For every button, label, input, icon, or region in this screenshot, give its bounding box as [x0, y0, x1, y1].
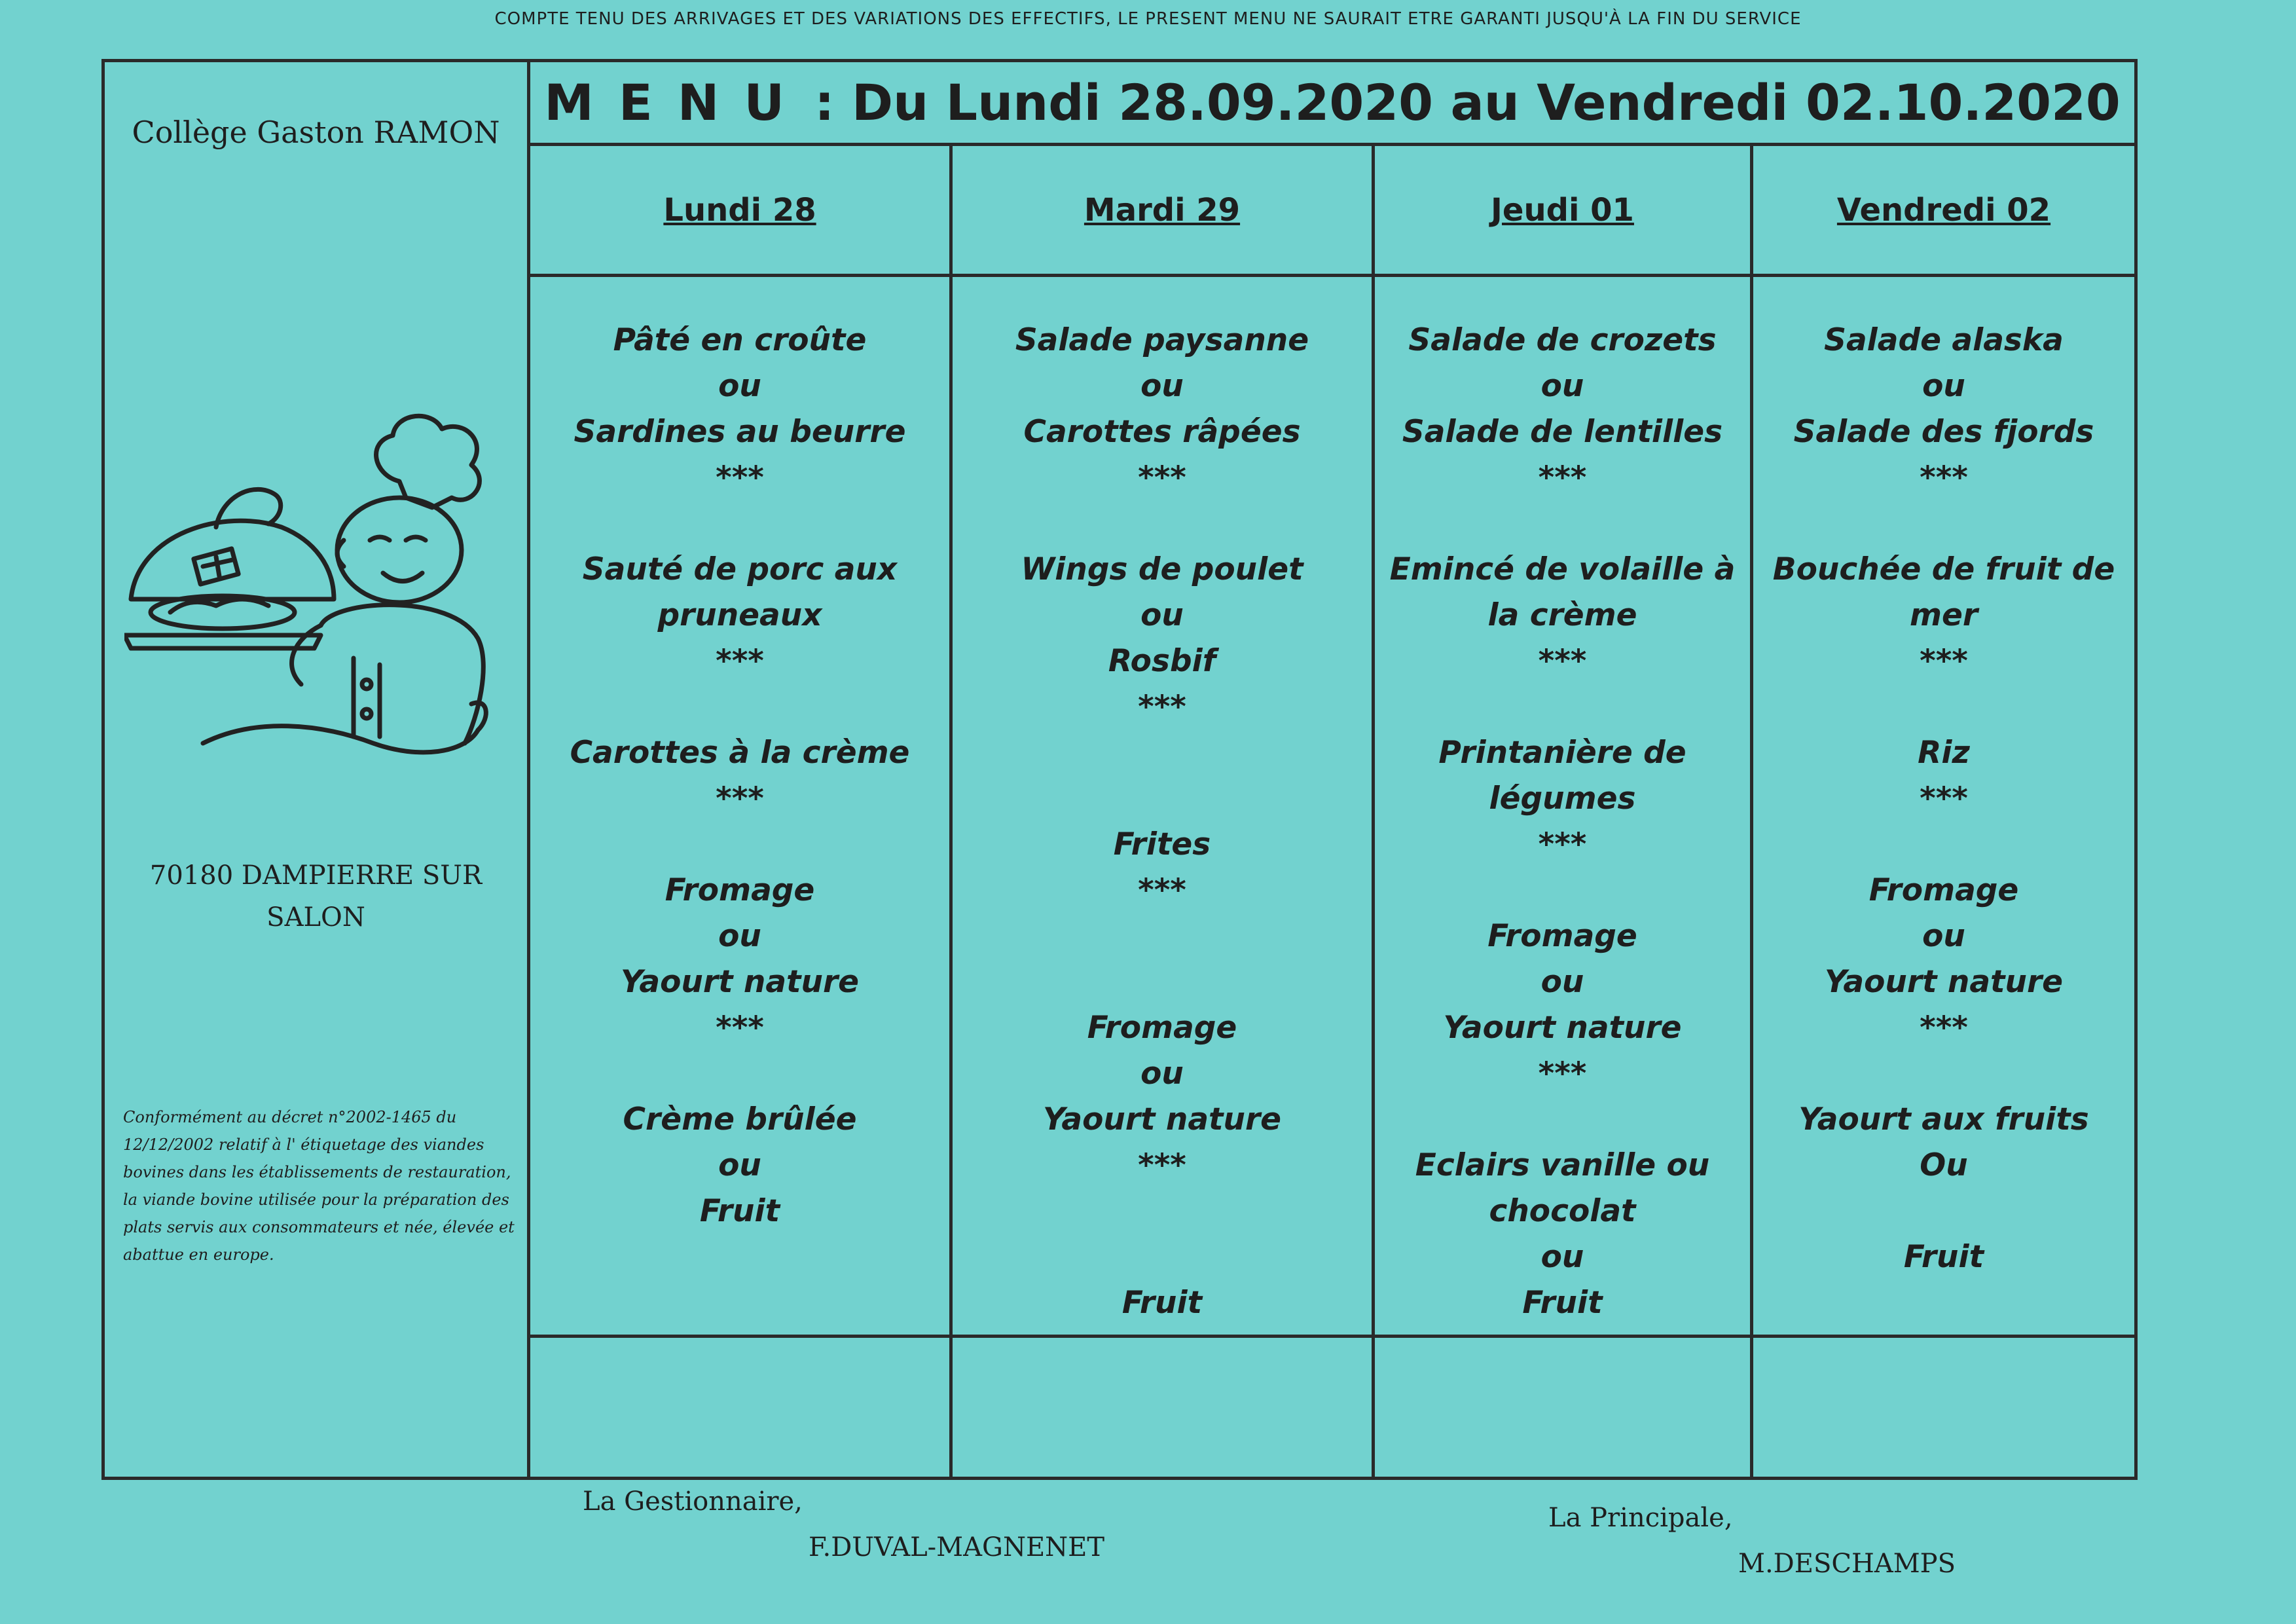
- dish-spacer: [953, 776, 1372, 822]
- footer-cell-1: [953, 1338, 1375, 1477]
- dish-separator: ***: [1538, 826, 1587, 862]
- dish-item: Riz: [1918, 735, 1970, 771]
- dish-separator: ***: [1138, 689, 1186, 725]
- dish-spacer: [953, 730, 1372, 776]
- dish-or: ou: [718, 368, 761, 404]
- dish-spacer: [1753, 684, 2134, 730]
- dish-item: Salade paysanne: [1015, 322, 1309, 358]
- dish-separator: ***: [1138, 872, 1186, 908]
- day-label: Lundi 28: [663, 192, 816, 229]
- dish-spacer: [1375, 1097, 1750, 1143]
- dish-item: Fromage: [1487, 918, 1637, 954]
- dish-separator: ***: [1920, 460, 1968, 496]
- dish-separator: ***: [1920, 1010, 1968, 1046]
- dish-item: Sauté de porc aux pruneaux: [582, 551, 898, 633]
- dish-item: Fromage: [1087, 1010, 1237, 1046]
- day-dishes-0: [530, 277, 953, 1338]
- dish-or: ou: [1140, 1056, 1184, 1092]
- dish-spacer: [953, 501, 1372, 547]
- principal-role: La Principale,: [1548, 1503, 1733, 1533]
- day-header-3: [1753, 146, 2134, 277]
- dish-list: [530, 277, 949, 1234]
- dish-separator: ***: [716, 460, 764, 496]
- school-info-panel: [105, 62, 530, 1477]
- dish-or: ou: [1922, 368, 1965, 404]
- manager-name: F.DUVAL-MAGNENET: [809, 1532, 1105, 1562]
- dish-separator: ***: [716, 1010, 764, 1046]
- dish-item: Fruit: [699, 1193, 780, 1229]
- footer-cell-3: [1753, 1338, 2134, 1477]
- dish-separator: ***: [716, 781, 764, 817]
- dish-item: Fruit: [1903, 1239, 1984, 1275]
- day-header-1: [953, 146, 1375, 277]
- menu-grid: [530, 146, 2134, 1477]
- dish-spacer: [1753, 501, 2134, 547]
- dish-spacer: [1375, 684, 1750, 730]
- beef-origin-decree: Conformément au décret n°2002-1465 du 12/12/2002 relatif à l' étiquetage des viandes bovines dans les établissements de restauration, la viande bovine utilisée pour la préparation des plats servis aux consommateurs et née, élevée et abattue en europe.: [123, 1108, 515, 1264]
- footer-cell-0: [530, 1338, 953, 1477]
- dish-item: Fruit: [1121, 1285, 1203, 1321]
- school-address: [105, 855, 527, 938]
- dish-separator: ***: [1920, 643, 1968, 679]
- day-dishes-3: [1753, 277, 2134, 1338]
- dish-item: Salade de crozets: [1408, 322, 1717, 358]
- dish-separator: ***: [1138, 1147, 1186, 1183]
- dish-spacer: [953, 913, 1372, 959]
- dish-spacer: [530, 684, 949, 730]
- dish-separator: ***: [1538, 460, 1587, 496]
- day-header-2: [1375, 146, 1753, 277]
- availability-notice: COMPTE TENU DES ARRIVAGES ET DES VARIATIONS DES EFFECTIFS, LE PRESENT MENU NE SAURAIT ETRE GARANTI JUSQU'À LA FIN DU SERVICE: [494, 9, 1802, 29]
- dish-item: Sardines au beurre: [574, 414, 906, 450]
- dish-spacer: [953, 1234, 1372, 1280]
- dish-list: [1375, 277, 1750, 1326]
- dish-spacer: [530, 501, 949, 547]
- dish-or: ou: [1140, 597, 1184, 633]
- dish-spacer: [530, 1051, 949, 1097]
- dish-item: Yaourt nature: [1443, 1010, 1682, 1046]
- dish-item: Yaourt nature: [620, 964, 860, 1000]
- address-line-1: 70180 DAMPIERRE SUR: [149, 860, 483, 891]
- dish-item: Eclairs vanille ou chocolat: [1415, 1147, 1710, 1229]
- dish-separator: ***: [1538, 1056, 1587, 1092]
- dish-or: ou: [1540, 1239, 1584, 1275]
- manager-role: La Gestionnaire,: [583, 1486, 803, 1517]
- menu-title: [530, 62, 2134, 146]
- chef-illustration-icon: [124, 377, 491, 769]
- footer-cell-2: [1375, 1338, 1753, 1477]
- menu-frame: [101, 59, 2138, 1480]
- dish-or: ou: [1922, 918, 1965, 954]
- dish-item: Carottes râpées: [1023, 414, 1301, 450]
- dish-spacer: [953, 1189, 1372, 1234]
- day-header-0: [530, 146, 953, 277]
- day-label: Jeudi 01: [1491, 192, 1634, 229]
- dish-item: Frites: [1113, 826, 1211, 862]
- dish-separator: ***: [716, 643, 764, 679]
- dish-item: Carottes à la crème: [570, 735, 910, 771]
- dish-spacer: [1375, 868, 1750, 913]
- dish-separator: ***: [1138, 460, 1186, 496]
- dish-or: ou: [718, 1147, 761, 1183]
- day-dishes-1: [953, 277, 1375, 1338]
- menu-date-range: : Du Lundi 28.09.2020 au Vendredi 02.10.2020: [814, 73, 2121, 132]
- dish-item: Yaourt nature: [1824, 964, 2064, 1000]
- dish-or: ou: [1140, 368, 1184, 404]
- dish-list: [1753, 277, 2134, 1280]
- dish-item: Printanière de légumes: [1438, 735, 1686, 817]
- day-dishes-2: [1375, 277, 1753, 1338]
- dish-spacer: [1753, 1051, 2134, 1097]
- dish-item: Fromage: [665, 872, 815, 908]
- dish-item: Fruit: [1522, 1285, 1603, 1321]
- dish-or: ou: [1540, 964, 1584, 1000]
- dish-spacer: [953, 959, 1372, 1005]
- dish-list: [953, 277, 1372, 1326]
- dish-item: Rosbif: [1108, 643, 1216, 679]
- dish-separator: ***: [1538, 643, 1587, 679]
- dish-item: Salade alaska: [1824, 322, 2064, 358]
- day-label: Vendredi 02: [1836, 192, 2051, 229]
- dish-item: Emincé de volaille à la crème: [1389, 551, 1736, 633]
- dish-item: Bouchée de fruit de mer: [1772, 551, 2115, 633]
- dish-separator: ***: [1920, 781, 1968, 817]
- dish-item: Yaourt nature: [1042, 1101, 1282, 1137]
- dish-spacer: [1753, 1189, 2134, 1234]
- dish-spacer: [1753, 822, 2134, 868]
- dish-spacer: [1375, 501, 1750, 547]
- address-line-2: SALON: [266, 902, 365, 932]
- dish-item: Pâté en croûte: [613, 322, 867, 358]
- dish-item: Salade de lentilles: [1402, 414, 1723, 450]
- dish-or: Ou: [1920, 1147, 1968, 1183]
- dish-or: ou: [1540, 368, 1584, 404]
- dish-item: Salade des fjords: [1793, 414, 2094, 450]
- dish-item: Yaourt aux fruits: [1798, 1101, 2089, 1137]
- menu-word: MENU: [544, 73, 810, 132]
- dish-or: ou: [718, 918, 761, 954]
- principal-name: M.DESCHAMPS: [1738, 1549, 1956, 1579]
- day-label: Mardi 29: [1084, 192, 1241, 229]
- dish-item: Wings de poulet: [1021, 551, 1303, 587]
- dish-item: Crème brûlée: [623, 1101, 857, 1137]
- dish-item: Fromage: [1868, 872, 2019, 908]
- dish-spacer: [530, 822, 949, 868]
- school-name: Collège Gaston RAMON: [132, 115, 500, 150]
